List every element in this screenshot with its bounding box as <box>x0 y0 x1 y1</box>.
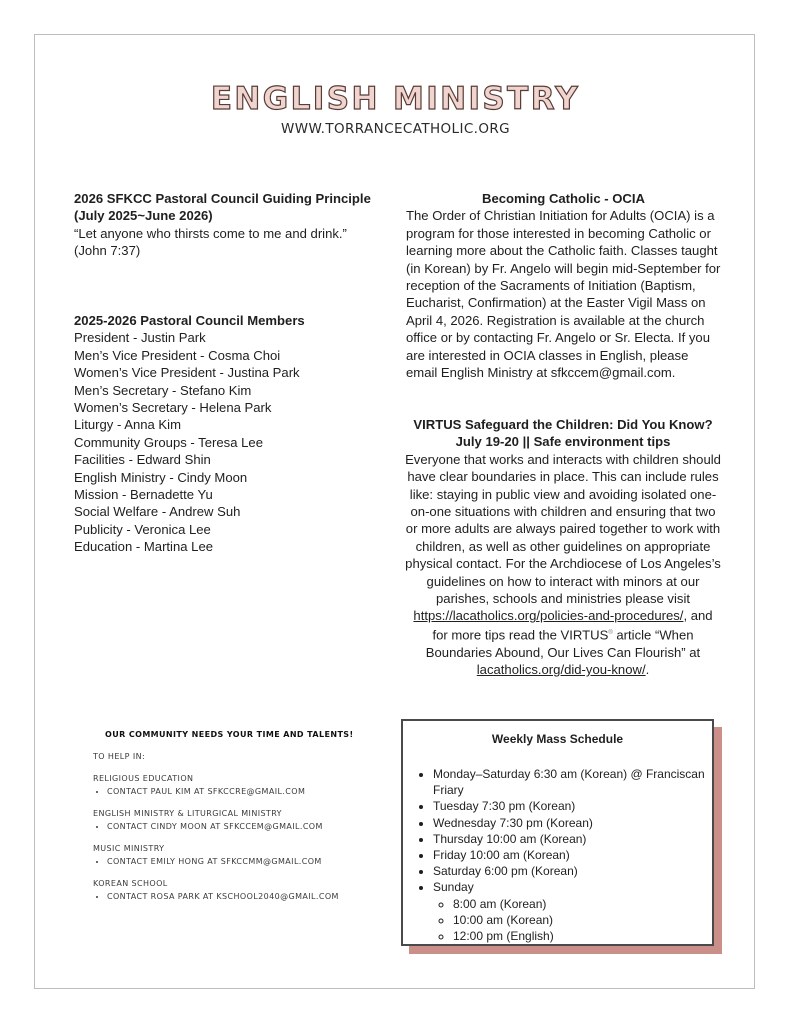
guiding-principle-citation: (John 7:37) <box>74 243 141 259</box>
mass-schedule-item: • Tuesday 7:30 pm (Korean) <box>433 798 712 814</box>
virtus-body-text: . <box>645 662 650 678</box>
ministry-contact: • CONTACT EMILY HONG AT SFKCCMM@GMAIL.COM <box>107 856 383 868</box>
guiding-principle-heading: 2026 SFKCC Pastoral Council Guiding Principle <box>74 191 371 206</box>
ministry-contact: • CONTACT PAUL KIM AT SFKCCRE@GMAIL.COM <box>107 786 383 798</box>
ministry-name: ENGLISH MINISTRY & LITURGICAL MINISTRY <box>93 809 282 818</box>
virtus-subheading: July 19-20 || Safe environment tips <box>455 434 671 450</box>
community-intro: TO HELP IN: <box>93 752 146 761</box>
ministry-contact-list <box>93 821 383 833</box>
mass-schedule-item: • Monday–Saturday 6:30 am (Korean) @ Franciscan Friary <box>433 766 712 798</box>
council-member: Publicity - Veronica Lee <box>74 521 211 537</box>
website-url: WWW.TORRANCECATHOLIC.ORG <box>280 121 511 137</box>
virtus-body-text: , and for more tips read the VIRTUS <box>432 608 713 643</box>
ministry-name: MUSIC MINISTRY <box>93 844 165 853</box>
ministry-contact: • CONTACT ROSA PARK AT KSCHOOL2040@GMAIL.COM <box>107 891 383 903</box>
mass-schedule-item: • Thursday 10:00 am (Korean) <box>433 831 712 847</box>
did-you-know-link[interactable]: lacatholics.org/did-you-know/ <box>476 662 646 678</box>
mass-schedule-item-sunday <box>433 879 712 944</box>
mass-schedule-item: • Saturday 6:00 pm (Korean) <box>433 863 712 879</box>
guiding-principle-quote: “Let anyone who thirsts come to me and drink.” <box>74 225 347 241</box>
mass-schedule-list <box>403 766 712 944</box>
mass-schedule-item-label: Sunday <box>433 880 474 895</box>
ministry-contact: • CONTACT CINDY MOON AT SFKCCEM@GMAIL.COM <box>107 821 383 833</box>
mass-schedule-item: • Friday 10:00 am (Korean) <box>433 847 712 863</box>
council-member: English Ministry - Cindy Moon <box>74 469 248 485</box>
council-member: Social Welfare - Andrew Suh <box>74 504 241 520</box>
mass-schedule-box <box>401 719 714 946</box>
council-member: Education - Martina Lee <box>74 539 214 555</box>
community-section <box>93 730 383 914</box>
virtus-body-text: Everyone that works and interacts with children should have clear boundaries in place. This can include rules like: staying in public view and avoiding isolated one-on-one situations with children and ensuring that two or more adults are always paired together to work with children, as well as other guidelines on appropriate physical contact. For the Archdiocese of Los Angeles’s guidelines on how to interact with minors at our parishes, schools and ministries please visit <box>405 451 721 607</box>
council-member: Mission - Bernadette Yu <box>74 487 213 503</box>
council-member: Women’s Secretary - Helena Park <box>74 400 272 416</box>
council-members-heading: 2025-2026 Pastoral Council Members <box>74 313 305 328</box>
virtus-section <box>404 416 722 678</box>
guiding-principle-dates: (July 2025~June 2026) <box>74 208 213 224</box>
council-member: Facilities - Edward Shin <box>74 452 211 468</box>
sunday-schedule-list <box>433 896 712 945</box>
mass-schedule-heading: Weekly Mass Schedule <box>491 732 624 746</box>
ministry-contact-list <box>93 856 383 868</box>
community-heading: OUR COMMUNITY NEEDS YOUR TIME AND TALENTS! <box>105 730 354 739</box>
guiding-principle-section <box>74 190 384 260</box>
council-member: Men’s Secretary - Stefano Kim <box>74 382 252 398</box>
policies-link[interactable]: https://lacatholics.org/policies-and-procedures/ <box>413 608 684 624</box>
ocia-section <box>406 190 721 381</box>
ocia-body: The Order of Christian Initiation for Adults (OCIA) is a program for those interested in becoming Catholic or learning more about the Catholic faith. Classes taught (in Korean) by Fr. Angelo will begin mid-September for reception of the Sacraments of Initiation (Baptism, Eucharist, Confirmation) at the Easter Vigil Mass on April 4, 2026. Registration is available at the church office or by contacting Fr. Angelo or Sr. Electa. If you are interested in OCIA classes in English, please email English Ministry at sfkccem@gmail.com. <box>406 208 721 381</box>
sunday-mass-item: ◦ 10:00 am (Korean) <box>453 912 712 928</box>
ministry-contact-list <box>93 786 383 798</box>
ocia-heading: Becoming Catholic - OCIA <box>482 191 645 206</box>
council-member: Community Groups - Teresa Lee <box>74 434 263 450</box>
mass-schedule-item: • Wednesday 7:30 pm (Korean) <box>433 815 712 831</box>
virtus-body-text: article “When Boundaries Abound, Our Lives Can Flourish” at <box>425 627 701 660</box>
page-title: ENGLISH MINISTRY <box>210 81 581 117</box>
sunday-mass-item: ◦ 8:00 am (Korean) <box>453 896 712 912</box>
council-member: Men’s Vice President - Cosma Choi <box>74 347 281 363</box>
ministry-contact-list <box>93 891 383 903</box>
council-members-section <box>74 312 374 556</box>
registered-mark: ® <box>608 629 613 636</box>
ministry-name: RELIGIOUS EDUCATION <box>93 774 194 783</box>
council-member: Women’s Vice President - Justina Park <box>74 365 300 381</box>
virtus-heading: VIRTUS Safeguard the Children: Did You Know? <box>413 417 713 432</box>
virtus-body <box>404 451 722 679</box>
sunday-mass-item: ◦ 12:00 pm (English) <box>453 928 712 944</box>
council-member: President - Justin Park <box>74 330 206 346</box>
council-member: Liturgy - Anna Kim <box>74 417 181 433</box>
ministry-name: KOREAN SCHOOL <box>93 879 168 888</box>
